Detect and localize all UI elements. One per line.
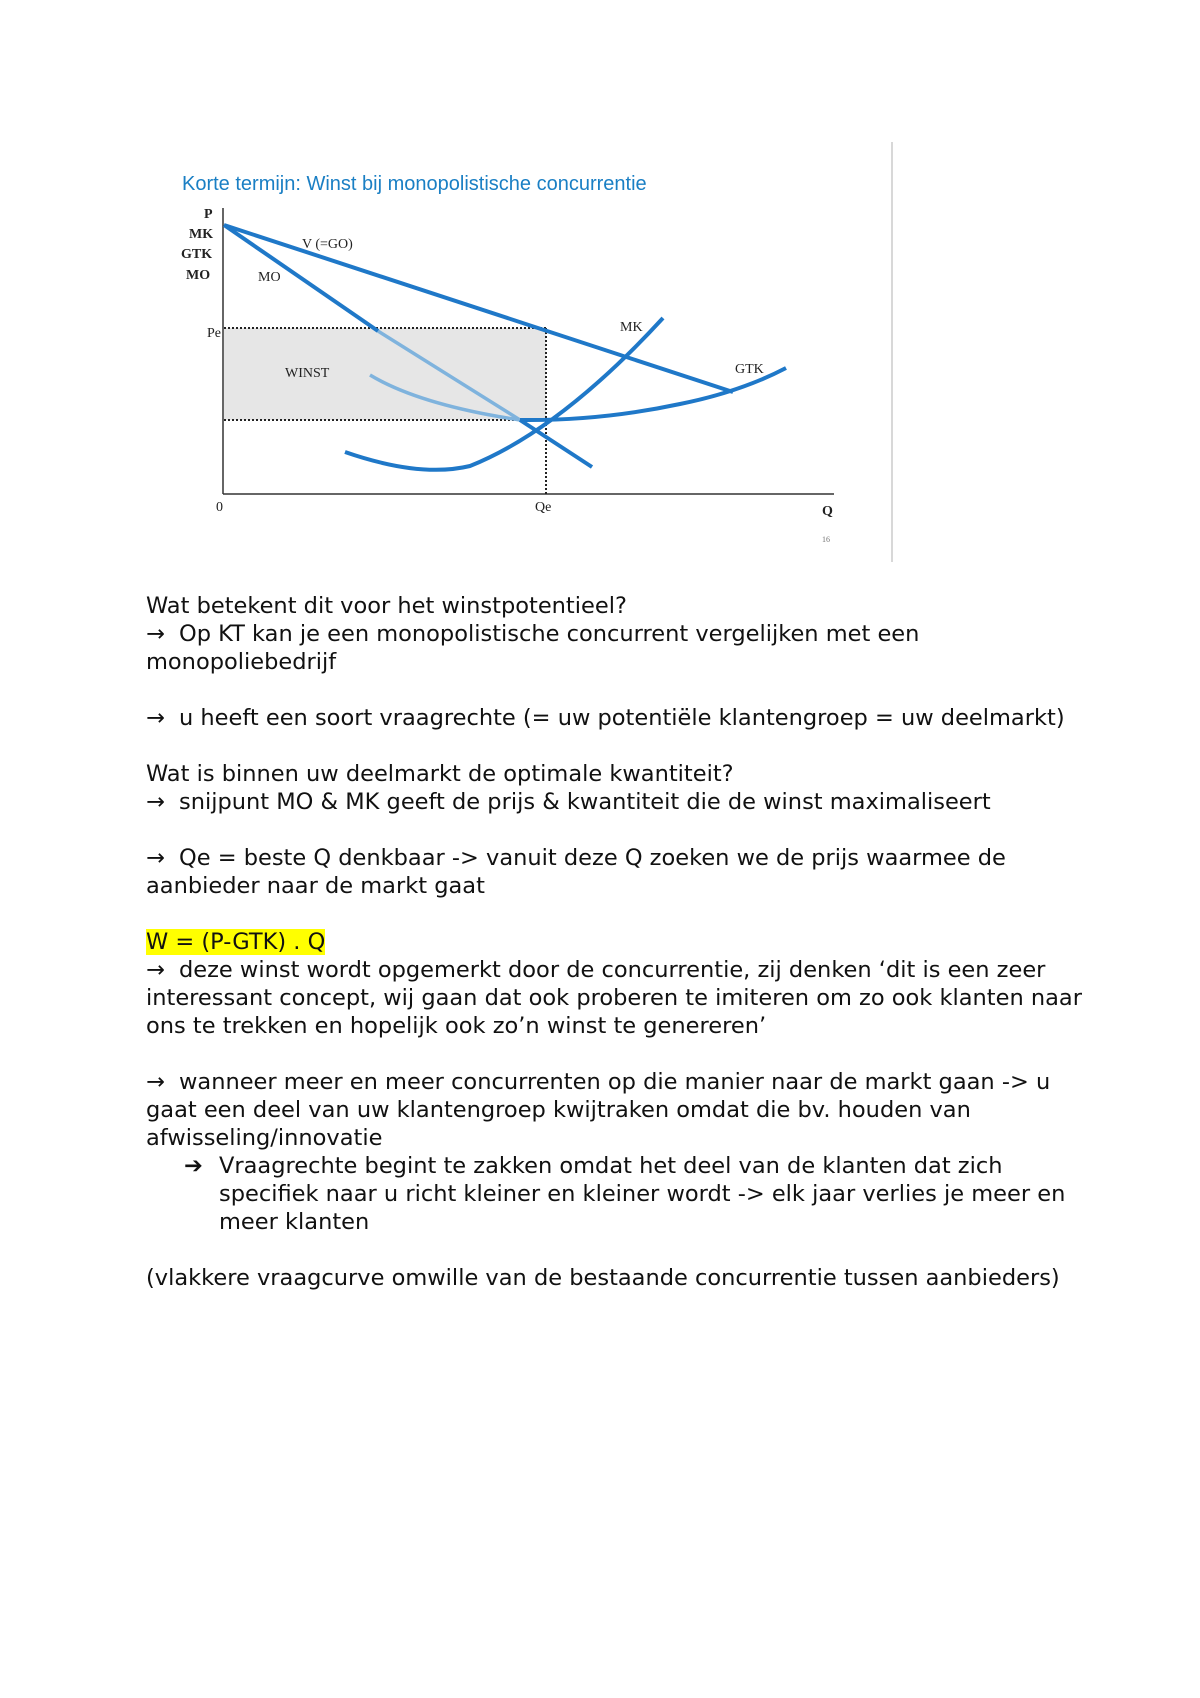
paragraph-more-competitors [146,1068,1086,1152]
bullet-demand-drops [146,1152,1086,1236]
paragraph-qe [146,844,1086,900]
economics-figure [0,0,1200,580]
y-label-mo: MO [186,268,211,283]
mr-curve-upper [224,225,378,331]
x-axis-label: Q [822,504,833,519]
paragraph-flatter-demand: (vlakkere vraagcurve omwille van de bestaande concurrentie tussen aanbieders) [146,1265,1060,1291]
paragraph-text: Op KT kan je een monopolistische concurrent vergelijken met een monopoliebedrijf [146,621,920,675]
y-label-p: P [204,207,213,222]
paragraph-text: Qe = beste Q denkbaar -> vanuit deze Q zoeken we de prijs waarmee de aanbieder naar de markt gaat [146,845,1006,899]
arrow-icon: → [146,621,165,647]
slide-number: 16 [822,535,830,544]
mr-label: MO [258,270,281,285]
document-body [146,592,1086,1292]
y-label-mk: MK [189,227,214,242]
demand-label: V (=GO) [302,237,353,252]
paragraph-demand-line [146,704,1086,732]
arrow-icon: → [146,845,165,871]
origin-label: 0 [216,500,223,515]
arrow-icon: → [146,957,165,983]
mc-label: MK [620,320,643,335]
paragraph-text: wanneer meer en meer concurrenten op die manier naar de markt gaan -> u gaat een deel van uw klantengroep kwijtraken omdat die bv. houden van afwisseling/innovatie [146,1069,1051,1151]
arrow-icon: → [146,1069,165,1095]
paragraph-text: u heeft een soort vraagrechte (= uw potentiële klantengroep = uw deelmarkt) [179,705,1065,731]
highlighted-formula: W = (P-GTK) . Q [146,929,326,955]
profit-label: WINST [285,366,330,381]
atc-label: GTK [735,362,764,377]
price-label: Pe [207,326,221,341]
paragraph-text: snijpunt MO & MK geeft de prijs & kwantiteit die de winst maximaliseert [179,789,991,815]
profit-formula [146,928,1086,956]
paragraph-intersection [146,788,1086,816]
paragraph-kt-comparison [146,620,1086,676]
quantity-label: Qe [535,500,552,515]
figure-title: Korte termijn: Winst bij monopolistische concurrentie [182,173,647,195]
paragraph-competition-notices [146,956,1086,1040]
bullet-arrow-icon: ➔ [184,1153,203,1179]
mr-curve-lower [520,420,592,467]
bullet-text: Vraagrechte begint te zakken omdat het deel van de klanten dat zich specifiek naar u richt kleiner en kleiner wordt -> elk jaar verlies je meer en meer klanten [219,1153,1066,1235]
arrow-icon: → [146,705,165,731]
y-label-gtk: GTK [181,247,213,262]
arrow-icon: → [146,789,165,815]
question-optimal-quantity: Wat is binnen uw deelmarkt de optimale kwantiteit? [146,761,734,787]
question-profit-potential: Wat betekent dit voor het winstpotentieel? [146,593,627,619]
paragraph-text: deze winst wordt opgemerkt door de concurrentie, zij denken ‘dit is een zeer interessant concept, wij gaan dat ook proberen te imiteren om zo ook klanten naar ons te trekken en hopelijk ook zo’n winst te genereren’ [146,957,1082,1039]
